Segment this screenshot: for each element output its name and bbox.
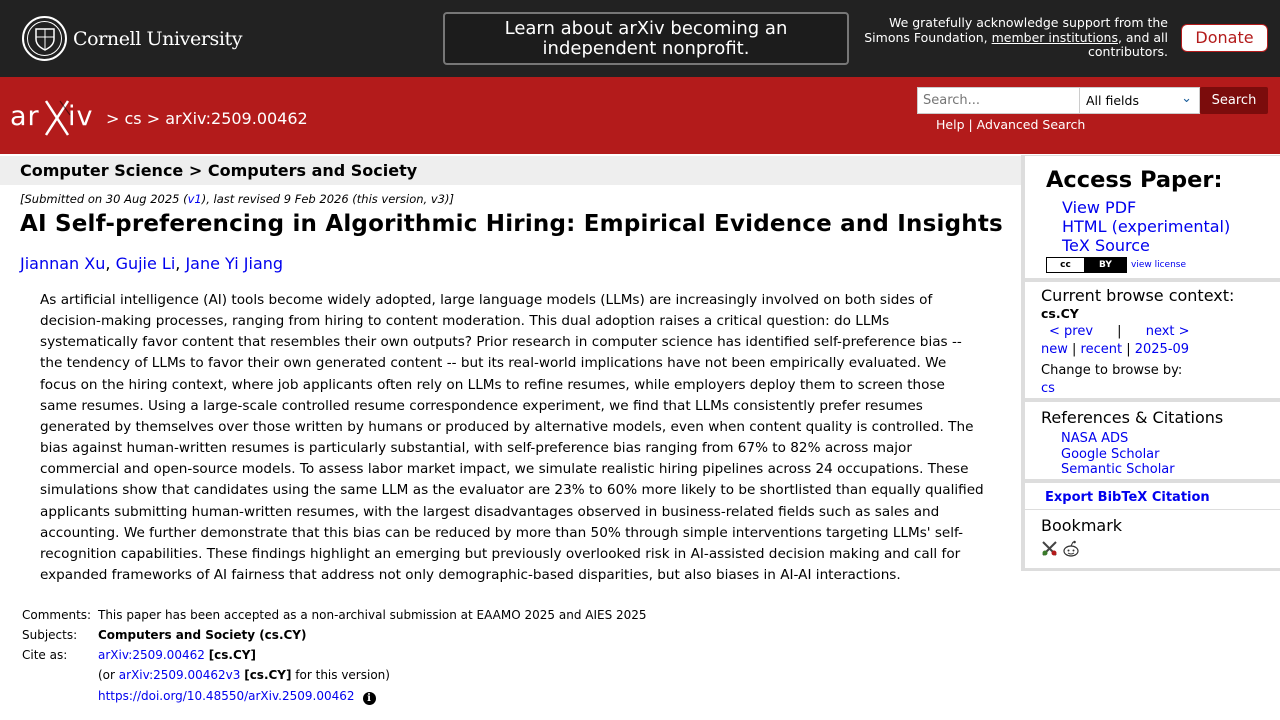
- next-link[interactable]: next >: [1145, 324, 1190, 339]
- breadcrumb: > cs > arXiv:2509.00462: [106, 109, 308, 128]
- cornell-logo[interactable]: [22, 16, 242, 61]
- category-header: [0, 156, 1021, 185]
- abstract: As artificial intelligence (AI) tools become widely adopted, large language models (LLMs) are increasingly involved on both sides of decision-making processes, ranging from hiring to content moderation. This dual adoption raises a critical question: do LLMs systematically favor content that resembles their own outputs? Prior research in computer science has identified self-preference bias -- the tendency of LLMs to favor their own generated content -- but its real-world implications have not been empirically evaluated. We focus on the hiring context, where job applicants often rely on LLMs to refine resumes, while employers deploy them to screen those same resumes. Using a large-scale controlled resume correspondence experiment, we find that LLMs consistently prefer resumes generated by themselves over those written by humans or produced by alternative models, even when content quality is controlled. The bias against human-written resumes is particularly substantial, with self-preference bias ranging from 67% to 82% across major commercial and open-source models. To assess labor market impact, we simulate realistic hiring pipelines across 24 occupations. These simulations show that candidates using the same LLM as the evaluator are 23% to 60% more likely to be shortlisted than equally qualified applicants submitting human-written resumes, with the largest disadvantages observed in business-related fields such as sales and accounting. We further demonstrate that this bias can be reduced by more than 50% through simple interventions targeting LLMs' self-recognition capabilities. These findings highlight an emerging but previously overlooked risk in AI-assisted decision making and call for expanded frameworks of AI fairness that address not only demographic-based disparities, but also biases in AI-AI interactions.: [40, 292, 984, 584]
- export-bibtex-link[interactable]: Export BibTeX Citation: [1045, 490, 1210, 505]
- bibsonomy-icon[interactable]: [1041, 540, 1058, 557]
- author-link[interactable]: Gujie Li: [115, 254, 176, 273]
- cornell-seal-icon: [22, 16, 67, 61]
- field-selected-value: All fields: [1086, 93, 1139, 108]
- nasa-ads-link[interactable]: NASA ADS: [1061, 431, 1129, 446]
- arxiv-header: [0, 77, 1280, 154]
- bookmark-title: Bookmark: [1041, 516, 1123, 535]
- cite-version-link[interactable]: arXiv:2509.00462v3: [118, 668, 241, 682]
- help-links: Help | Advanced Search: [936, 117, 1086, 132]
- html-link[interactable]: HTML (experimental): [1062, 217, 1231, 236]
- chevron-down-icon: ⌄: [1181, 91, 1192, 106]
- month-link[interactable]: 2025-09: [1134, 342, 1190, 357]
- bookmark-box: [1025, 510, 1280, 568]
- prev-link[interactable]: < prev: [1049, 324, 1094, 339]
- browse-cs-link[interactable]: cs: [1041, 381, 1055, 396]
- sidebar: [1021, 155, 1280, 571]
- search-button[interactable]: Search: [1200, 87, 1268, 114]
- submitted-pre: [Submitted on 30 Aug 2025 (: [20, 192, 188, 206]
- reddit-icon[interactable]: [1062, 540, 1080, 558]
- cc-by-license-icon[interactable]: [1046, 257, 1127, 273]
- cc-badge-left: cc: [1047, 258, 1085, 272]
- search-field-select[interactable]: [1079, 87, 1200, 114]
- access-title: Access Paper:: [1046, 167, 1223, 193]
- browse-context-box: Current browse context: cs.CY < prev | next > new | recent | 2025-09 Change to browse by: cs: [1025, 282, 1280, 398]
- support-post: , and all contributors.: [1088, 29, 1168, 59]
- support-pre: We gratefully acknowledge support from the Simons Foundation,: [864, 15, 1168, 45]
- category-title: Computer Science > Computers and Society: [20, 161, 418, 180]
- semantic-scholar-link[interactable]: Semantic Scholar: [1061, 462, 1175, 477]
- cc-badge-right: BY: [1085, 258, 1126, 272]
- arxiv-logo-icon[interactable]: [10, 97, 102, 137]
- doi-link[interactable]: https://doi.org/10.48550/arXiv.2509.00462: [98, 689, 355, 703]
- references-title: References & Citations: [1041, 408, 1224, 427]
- v1-link[interactable]: v1: [187, 192, 202, 206]
- authors: Jiannan Xu, Gujie Li, Jane Yi Jiang: [20, 254, 284, 273]
- svg-text:iv: iv: [68, 101, 94, 132]
- member-institutions-link[interactable]: member institutions: [991, 29, 1118, 45]
- breadcrumb-cs-link[interactable]: cs: [124, 109, 142, 128]
- cite-version-post: for this version): [291, 668, 390, 682]
- cite-id-link[interactable]: arXiv:2509.00462: [98, 648, 205, 662]
- nav-separator: |: [1117, 324, 1122, 339]
- google-scholar-link[interactable]: Google Scholar: [1061, 446, 1160, 462]
- references-box: [1025, 402, 1280, 479]
- top-bar: [0, 0, 1280, 77]
- nonprofit-banner[interactable]: Learn about arXiv becoming an independent nonprofit.: [443, 12, 849, 65]
- advanced-search-link[interactable]: Advanced Search: [976, 117, 1086, 132]
- bibtex-box: [1025, 483, 1280, 509]
- change-browse-label: Change to browse by:: [1041, 363, 1183, 378]
- tex-source-link[interactable]: TeX Source: [1062, 236, 1150, 255]
- donate-button[interactable]: Donate: [1181, 24, 1268, 52]
- subjects-value: Computers and Society (cs.CY): [98, 628, 307, 642]
- comments-value: This paper has been accepted as a non-archival submission at EAAMO 2025 and AIES 2025: [98, 608, 647, 622]
- subjects-label: Subjects:: [22, 628, 78, 642]
- cite-tag: [cs.CY]: [208, 648, 256, 662]
- cite-version-pre: (or: [98, 668, 119, 682]
- context-title: Current browse context:: [1041, 286, 1235, 305]
- cornell-name: Cornell University: [73, 27, 243, 50]
- comments-label: Comments:: [22, 608, 92, 622]
- author-link[interactable]: Jiannan Xu: [20, 254, 106, 273]
- support-text: [860, 16, 1168, 60]
- search-input[interactable]: [917, 87, 1080, 114]
- help-link[interactable]: Help: [936, 117, 965, 132]
- submitted-post: ), last revised 9 Feb 2026 (this version, v3)]: [201, 192, 454, 206]
- new-link[interactable]: new: [1041, 342, 1068, 357]
- cite-label: Cite as:: [22, 648, 68, 662]
- view-license-link[interactable]: view license: [1131, 260, 1187, 270]
- license: [1046, 257, 1186, 273]
- svg-text:ar: ar: [10, 101, 40, 132]
- info-icon[interactable]: i: [363, 692, 376, 705]
- paper-title: AI Self-preferencing in Algorithmic Hiring: Empirical Evidence and Insights: [20, 211, 1003, 237]
- context-code: cs.CY: [1041, 306, 1079, 321]
- view-pdf-link[interactable]: View PDF: [1062, 198, 1137, 217]
- access-paper-box: [1025, 156, 1280, 278]
- recent-link[interactable]: recent: [1080, 342, 1123, 357]
- submission-history: [20, 192, 454, 206]
- cite-version-tag: [cs.CY]: [244, 668, 292, 682]
- breadcrumb-id: arXiv:2509.00462: [165, 109, 308, 128]
- author-link[interactable]: Jane Yi Jiang: [185, 254, 284, 273]
